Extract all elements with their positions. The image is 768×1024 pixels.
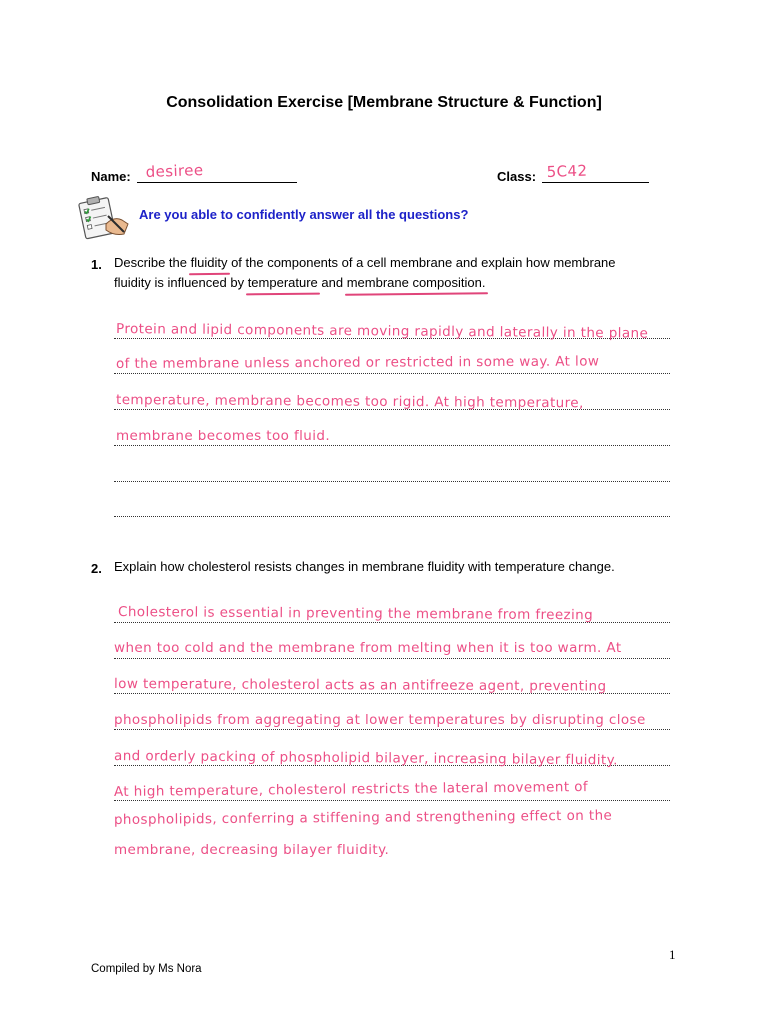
answer-line xyxy=(114,516,670,517)
answer-1-line-3: temperature, membrane becomes too rigid. At high temperature, xyxy=(116,392,584,412)
answer-2-line-4: phospholipids from aggregating at lower temperatures by disrupting close xyxy=(114,712,646,728)
underline-membrane-composition: membrane composition. xyxy=(347,273,486,293)
footer-credit: Compiled by Ms Nora xyxy=(91,963,202,975)
question-1-number: 1. xyxy=(91,257,102,272)
answer-2-line-3: low temperature, cholesterol acts as an antifreeze agent, preventing xyxy=(114,676,607,695)
name-value: desiree xyxy=(145,160,204,181)
question-2-text: Explain how cholesterol resists changes in membrane fluidity with temperature change. xyxy=(114,559,615,574)
answer-2-line-5: and orderly packing of phospholipid bilayer, increasing bilayer fluidity. xyxy=(114,748,618,769)
answer-line xyxy=(114,800,670,801)
answer-line xyxy=(114,481,670,482)
answer-2-line-7: phospholipids, conferring a stiffening and strengthening effect on the xyxy=(113,807,613,828)
answer-line xyxy=(114,373,670,374)
answer-line xyxy=(114,445,670,446)
class-label: Class: xyxy=(497,169,537,184)
answer-1-line-1: Protein and lipid components are moving rapidly and laterally in the plane xyxy=(116,321,649,342)
answer-2-line-6: At high temperature, cholesterol restricts the lateral movement of xyxy=(113,779,589,800)
name-label: Name: xyxy=(91,169,131,184)
question-2-number: 2. xyxy=(91,561,102,576)
self-check-prompt: Are you able to confidently answer all the questions? xyxy=(139,207,469,222)
answer-line xyxy=(114,658,670,659)
answer-2-line-2: when too cold and the membrane from melting when it is too warm. At xyxy=(114,640,622,656)
underline-fluidity: fluidity xyxy=(191,253,228,273)
question-1-text: Describe the fluidity of the components of a cell membrane and explain how membrane fluidity is influenced by temperature and membrane composition. xyxy=(114,253,674,293)
underline-temperature: temperature xyxy=(248,273,318,293)
answer-1-line-4: membrane becomes too fluid. xyxy=(116,428,331,444)
answer-line xyxy=(114,729,670,730)
answer-2-line-8: membrane, decreasing bilayer fluidity. xyxy=(114,842,390,858)
checklist-clipboard-icon xyxy=(76,194,132,240)
answer-1-line-2: of the membrane unless anchored or restricted in some way. At low xyxy=(115,353,600,372)
page-number: 1 xyxy=(669,947,676,962)
answer-2-line-1: Cholesterol is essential in preventing the membrane from freezing xyxy=(118,604,594,624)
page-title: Consolidation Exercise [Membrane Structure & Function] xyxy=(166,94,602,111)
class-value: 5C42 xyxy=(546,161,588,181)
